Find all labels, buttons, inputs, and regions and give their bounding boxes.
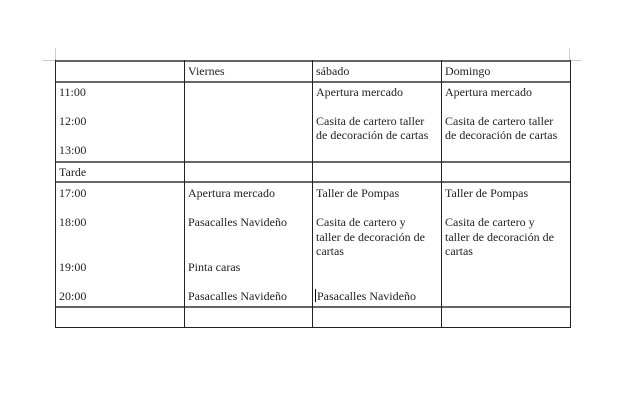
margin-mark [569, 48, 570, 60]
row-divider [55, 81, 571, 83]
event-text[interactable]: cartas [316, 244, 344, 258]
row-divider [55, 181, 571, 183]
margin-mark [42, 60, 55, 61]
col-divider [312, 60, 313, 328]
col-divider [570, 60, 571, 328]
time-cell[interactable]: 13:00 [59, 143, 87, 157]
row-divider [55, 306, 571, 308]
event-text[interactable]: de decoración de cartas [445, 128, 558, 142]
event-text[interactable]: Taller de Pompas [316, 186, 400, 200]
event-text[interactable]: taller de decoración de [445, 230, 554, 244]
time-cell[interactable]: 20:00 [59, 289, 87, 303]
header-viernes[interactable]: Viernes [188, 64, 225, 78]
table-border [55, 327, 571, 328]
col-divider [441, 60, 442, 328]
event-text[interactable]: Apertura mercado [316, 85, 403, 99]
tarde-label[interactable]: Tarde [59, 165, 87, 179]
time-cell[interactable]: 12:00 [59, 114, 87, 128]
header-domingo[interactable]: Domingo [445, 64, 491, 78]
event-text[interactable]: Casita de cartero taller [316, 114, 425, 128]
col-divider [184, 60, 185, 328]
event-text[interactable]: Apertura mercado [188, 186, 275, 200]
time-cell[interactable]: 18:00 [59, 215, 87, 229]
event-text[interactable]: Casita de cartero y [316, 215, 406, 229]
text-cursor [315, 289, 316, 302]
event-text[interactable]: Pasacalles Navideño [188, 215, 287, 229]
event-text[interactable]: Casita de cartero taller [445, 114, 554, 128]
row-divider [55, 161, 571, 163]
event-text[interactable]: Casita de cartero y [445, 215, 535, 229]
event-text[interactable]: Pasacalles Navideño [317, 289, 416, 303]
header-sabado[interactable]: sábado [316, 64, 350, 78]
col-divider [55, 60, 56, 328]
event-text[interactable]: Apertura mercado [445, 85, 532, 99]
time-cell[interactable]: 17:00 [59, 186, 87, 200]
margin-mark [55, 48, 56, 60]
event-text[interactable]: Pinta caras [188, 260, 241, 274]
margin-mark [570, 60, 582, 61]
event-text[interactable]: Pasacalles Navideño [188, 289, 287, 303]
time-cell[interactable]: 11:00 [59, 85, 86, 99]
time-cell[interactable]: 19:00 [59, 260, 87, 274]
table-border [55, 60, 571, 62]
event-text[interactable]: taller de decoración de [316, 230, 425, 244]
event-text[interactable]: de decoración de cartas [316, 128, 429, 142]
event-text[interactable]: Taller de Pompas [445, 186, 529, 200]
event-text[interactable]: cartas [445, 244, 473, 258]
